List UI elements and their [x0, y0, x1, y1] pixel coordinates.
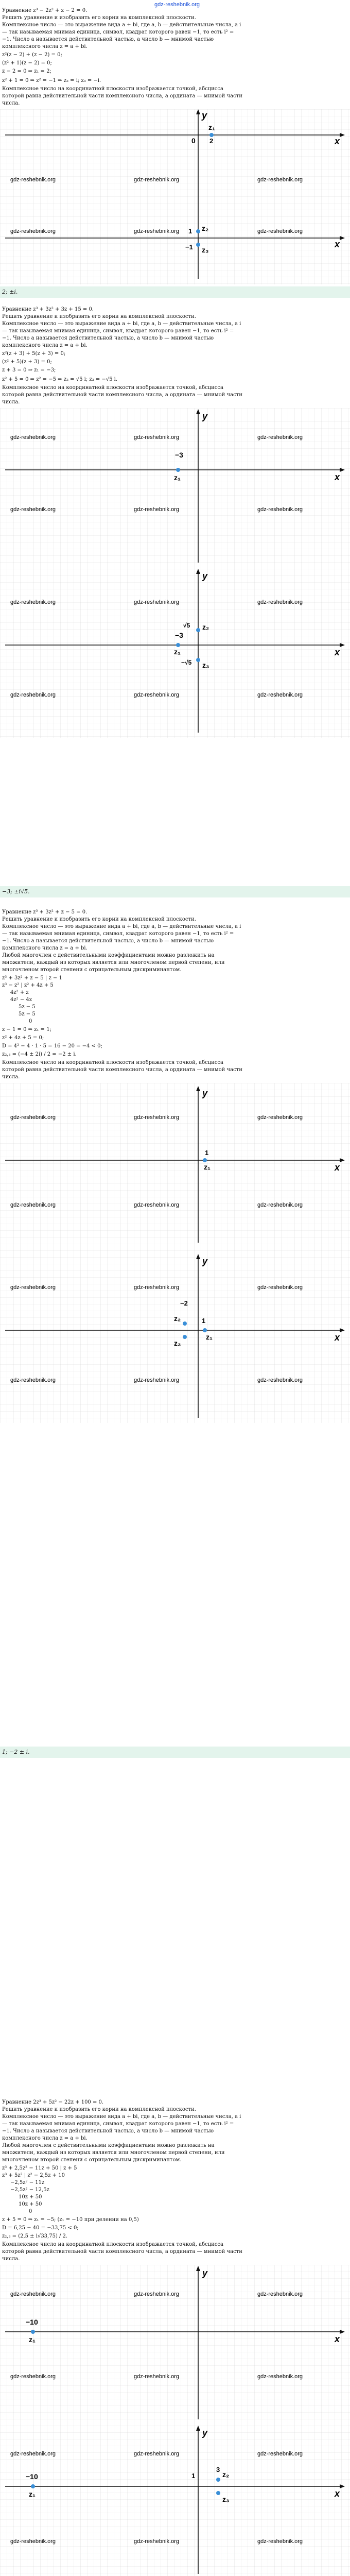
s3-def1: Комплексное число — это выражение вида a + bi, где a, b — действительные числа, a i [2, 924, 241, 929]
s1-def2: — так называемая мнимая единица, символ, квадрат которого равен −1, то есть i² = [2, 29, 234, 35]
s3-div6: 5z − 5 [19, 1011, 36, 1017]
s1-intro: Решить уравнение и изобразить его корни на комплексной плоскости. [2, 15, 196, 21]
x-label: x [335, 1162, 340, 1173]
root-label: z₂ [222, 2470, 230, 2479]
wm-label: gdz-reshebnik.org [134, 692, 180, 698]
s2-work2: (z² + 5)(z + 3) = 0; [2, 359, 52, 365]
tick-label: 1 [191, 2472, 196, 2480]
s3-def4: комплексного числа z = a + bi. [2, 945, 87, 951]
s3-intro: Решить уравнение и изобразить его корни на комплексной плоскости. [2, 917, 196, 922]
y-label: y [202, 2428, 208, 2438]
s4-plane3: числа. [2, 2256, 20, 2262]
s1-def4: комплексного числа z = a + bi. [2, 44, 87, 49]
s3-work1: z − 1 = 0 ⇒ z₁ = 1; [2, 1027, 51, 1032]
s4-def1: Комплексное число — это выражение вида a + bi, где a, b — действительные числа, a i [2, 2114, 241, 2120]
complex-plane-2 [0, 408, 350, 738]
tick-label: 1 [188, 227, 192, 235]
x-label: x [335, 239, 340, 249]
s3-div1: z³ + 3z² + z − 5 | z − 1 [2, 975, 62, 981]
wm-label: gdz-reshebnik.org [257, 177, 303, 183]
root-point [216, 2478, 220, 2482]
wm-label: gdz-reshebnik.org [257, 1377, 303, 1383]
root-point [203, 1158, 207, 1162]
root-label: z₁ [29, 2335, 36, 2344]
tick-label: −2 [180, 1299, 188, 1307]
root-label: z₃ [222, 2495, 230, 2503]
root-point [176, 468, 180, 472]
s1-def1: Комплексное число — это выражение вида a + bi, где a, b — действительные числа, a i [2, 22, 241, 28]
s3-div2: z³ − z² | z² + 4z + 5 [2, 982, 54, 988]
y-label: y [202, 411, 208, 421]
root-label: z₁ [174, 648, 181, 656]
s4-plane2: которой равна действительной части комплексного числа, а ордината — мнимой части [2, 2249, 242, 2255]
root-point [196, 243, 200, 247]
x-label: x [335, 1332, 340, 1343]
s3-plane1: Комплексное число на координатной плоскости изображается точкой, абсцисса [2, 1060, 223, 1065]
root-label: z₁ [206, 1333, 213, 1341]
x-label: x [335, 2488, 340, 2499]
s2-plane3: числа. [2, 399, 20, 405]
s4-work2: D = 6,25 − 40 = −33,75 < 0; [2, 2225, 79, 2231]
y-label: y [202, 2268, 208, 2278]
s3-def3: −1. Число a называется действительной частью, а число b — мнимой частью [2, 938, 214, 944]
s2-def4: комплексного числа z = a + bi. [2, 343, 87, 348]
x-label: x [335, 136, 340, 146]
s2-work1: z²(z + 3) + 5(z + 3) = 0; [2, 351, 66, 357]
root-label: z₃ [174, 1339, 181, 1347]
s3-plane2: которой равна действительной части комплексного числа, а ордината — мнимой части [2, 1067, 242, 1073]
root-point [216, 2491, 220, 2495]
root-label: z₂ [202, 224, 209, 232]
s4-rule2: множители, каждый из которых является или многочленом первой степени, или [2, 2150, 225, 2156]
tick-label: −3 [175, 451, 183, 459]
root-label: z₁ [174, 473, 181, 482]
s4-def3: −1. Число a называется действительной частью, а число b — мнимой частью [2, 2128, 214, 2134]
s2-answer: −3; ±i√5. [2, 888, 30, 895]
s1-def3: −1. Число a называется действительной частью, а число b — мнимой частью [2, 37, 214, 42]
root-point [183, 1321, 187, 1326]
tick-label: −√5 [181, 659, 192, 666]
wm-label: gdz-reshebnik.org [257, 506, 303, 513]
wm-label: gdz-reshebnik.org [134, 177, 180, 183]
wm-label: gdz-reshebnik.org [10, 599, 56, 605]
wm-label: gdz-reshebnik.org [10, 1377, 56, 1383]
s1-equation: Уравнение z³ − 2z² + z − 2 = 0. [2, 8, 87, 13]
wm-label: gdz-reshebnik.org [134, 599, 180, 605]
tick-label: −10 [26, 2318, 38, 2326]
s2-def1: Комплексное число — это выражение вида a + bi, где a, b — действительные числа, a i [2, 321, 241, 327]
wm-label: gdz-reshebnik.org [257, 228, 303, 234]
s4-work1: z + 5 = 0 ⇒ z₁ = −5; (z₁ = −10 при делении на 0,5) [2, 2217, 139, 2223]
root-label: z₁ [204, 1163, 211, 1171]
tick-label: 1 [205, 1149, 209, 1157]
s2-def2: — так называемая мнимая единица, символ, квадрат которого равен −1, то есть i² = [2, 328, 234, 334]
s4-div1: z³ + 2,5z² − 11z + 50 | z + 5 [2, 2165, 77, 2171]
tick-label: −1 [185, 243, 193, 251]
s2-equation: Уравнение z³ + 3z² + 3z + 15 = 0. [2, 307, 94, 312]
root-label: z₂ [174, 1314, 181, 1323]
s4-intro: Решить уравнение и изобразить его корни на комплексной плоскости. [2, 2107, 196, 2112]
s2-plane1: Комплексное число на координатной плоскости изображается точкой, абсцисса [2, 385, 223, 391]
root-label: z₁ [208, 123, 215, 131]
root-point [31, 2484, 35, 2488]
wm-label: gdz-reshebnik.org [134, 2538, 180, 2545]
wm-label: gdz-reshebnik.org [257, 1114, 303, 1121]
top-watermark[interactable]: gdz-reshebnik.org [154, 2, 200, 8]
s1-work4: z² + 1 = 0 ⇒ z² = −1 ⇒ z₂ = i; z₃ = −i. [2, 78, 101, 83]
root-label: z₂ [202, 623, 209, 631]
wm-label: gdz-reshebnik.org [257, 2291, 303, 2297]
s3-rule1: Любой многочлен с действительными коэффициентами можно разложить на [2, 953, 215, 958]
root-point [203, 1328, 207, 1332]
s3-def2: — так называемая мнимая единица, символ, квадрат которого равен −1, то есть i² = [2, 931, 234, 937]
s3-work4: z₂,₃ = (−4 ± 2i) / 2 = −2 ± i. [2, 1052, 77, 1057]
s4-div6: 10z + 50 [19, 2201, 42, 2207]
wm-label: gdz-reshebnik.org [257, 599, 303, 605]
wm-label: gdz-reshebnik.org [134, 1377, 180, 1383]
wm-label: gdz-reshebnik.org [257, 434, 303, 440]
x-label: x [335, 472, 340, 482]
s2-work3: z + 3 = 0 ⇒ z₁ = −3; [2, 367, 56, 373]
s3-equation: Уравнение z³ + 3z² + z − 5 = 0. [2, 909, 87, 915]
wm-label: gdz-reshebnik.org [10, 506, 56, 513]
s2-intro: Решить уравнение и изобразить его корни на комплексной плоскости. [2, 314, 196, 319]
s4-def2: — так называемая мнимая единица, символ, квадрат которого равен −1, то есть i² = [2, 2121, 234, 2127]
root-label: z₃ [202, 246, 209, 254]
tick-label: 1 [202, 1317, 206, 1325]
complex-plane-3 [0, 1083, 350, 1423]
wm-label: gdz-reshebnik.org [10, 1114, 56, 1121]
wm-label: gdz-reshebnik.org [10, 228, 56, 234]
s2-work4: z² + 5 = 0 ⇒ z² = −5 ⇒ z₂ = √5 i; z₃ = −√5 i. [2, 377, 118, 382]
x-label: x [335, 2334, 340, 2344]
y-label: y [202, 1088, 208, 1098]
s3-work2: z² + 4z + 5 = 0; [2, 1035, 44, 1041]
s3-rule2: множители, каждый из которых является или многочленом первой степени, или [2, 960, 225, 965]
wm-label: gdz-reshebnik.org [134, 1114, 180, 1121]
root-label: z₁ [29, 2490, 36, 2498]
s4-div4: −2,5z² − 12,5z [10, 2187, 49, 2193]
s3-div4: 4z² − 4z [10, 997, 32, 1003]
tick-label: −10 [26, 2472, 38, 2481]
wm-label: gdz-reshebnik.org [10, 1202, 56, 1208]
s4-rule3: многочленом второй степени с отрицательным дискриминантом. [2, 2157, 182, 2163]
wm-label: gdz-reshebnik.org [257, 1284, 303, 1291]
wm-label: gdz-reshebnik.org [10, 2374, 56, 2380]
s4-div2: z³ + 5z² | z² − 2,5z + 10 [2, 2173, 65, 2178]
wm-label: gdz-reshebnik.org [10, 692, 56, 698]
s4-plane1: Комплексное число на координатной плоскости изображается точкой, абсцисса [2, 2242, 223, 2247]
s4-rule1: Любой многочлен с действительными коэффициентами можно разложить на [2, 2143, 215, 2148]
s4-div3: −2,5z² − 11z [10, 2180, 45, 2185]
root-point [196, 628, 200, 632]
wm-label: gdz-reshebnik.org [10, 2291, 56, 2297]
s3-rule3: многочленом второй степени с отрицательным дискриминантом. [2, 967, 182, 973]
y-label: y [202, 571, 208, 581]
s2-plane2: которой равна действительной части комплексного числа, а ордината — мнимой части [2, 392, 242, 398]
wm-label: gdz-reshebnik.org [10, 1284, 56, 1291]
tick-label: √5 [183, 622, 190, 629]
s3-plane3: числа. [2, 1074, 20, 1080]
wm-label: gdz-reshebnik.org [10, 434, 56, 440]
s1-work3: z − 2 = 0 ⇒ z₁ = 2; [2, 69, 51, 74]
s3-work3: D = 4² − 4 · 1 · 5 = 16 − 20 = −4 < 0; [2, 1043, 102, 1049]
s4-def4: комплексного числа z = a + bi. [2, 2136, 87, 2141]
root-point [176, 643, 180, 647]
root-point [209, 133, 214, 137]
wm-label: gdz-reshebnik.org [134, 434, 180, 440]
s1-plane3: числа. [2, 100, 20, 106]
s3-div7: 0 [29, 1019, 32, 1024]
s1-work1: z²(z − 2) + (z − 2) = 0; [2, 52, 62, 58]
wm-label: gdz-reshebnik.org [257, 2374, 303, 2380]
root-point [183, 1335, 187, 1339]
wm-label: gdz-reshebnik.org [134, 1202, 180, 1208]
wm-label: gdz-reshebnik.org [134, 2291, 180, 2297]
wm-label: gdz-reshebnik.org [10, 2451, 56, 2457]
x-label: x [335, 647, 340, 657]
tick-label: −3 [175, 631, 183, 639]
tick-label: 3 [216, 2466, 220, 2473]
s3-div3: 4z² + z [10, 990, 29, 995]
s1-work2: (z² + 1)(z − 2) = 0; [2, 60, 52, 66]
y-label: y [202, 1256, 208, 1266]
root-point [196, 658, 200, 662]
wm-label: gdz-reshebnik.org [134, 506, 180, 513]
wm-label: gdz-reshebnik.org [10, 2538, 56, 2545]
s4-work3: z₂,₃ = (2,5 ± i√33,75) / 2. [2, 2233, 68, 2239]
wm-label: gdz-reshebnik.org [134, 1284, 180, 1291]
s1-answer: 2; ±i. [2, 289, 18, 295]
y-label: y [202, 110, 207, 121]
s3-div5: 5z − 5 [19, 1004, 36, 1010]
wm-label: gdz-reshebnik.org [134, 228, 180, 234]
s4-div7: 0 [29, 2209, 32, 2214]
s4-div5: 10z + 50 [19, 2194, 42, 2200]
s2-def3: −1. Число a называется действительной частью, а число b — мнимой частью [2, 335, 214, 341]
wm-label: gdz-reshebnik.org [257, 692, 303, 698]
wm-label: gdz-reshebnik.org [257, 2538, 303, 2545]
tick-label: 2 [209, 137, 214, 145]
root-point [31, 2330, 35, 2334]
origin-label: 0 [191, 137, 196, 145]
wm-label: gdz-reshebnik.org [134, 2451, 180, 2457]
complex-plane-1 [0, 109, 350, 284]
wm-label: gdz-reshebnik.org [257, 2451, 303, 2457]
s3-answer: 1; −2 ± i. [2, 1749, 30, 1755]
wm-label: gdz-reshebnik.org [257, 1202, 303, 1208]
root-point [196, 229, 200, 233]
s4-equation: Уравнение 2z³ + 5z² − 22z + 100 = 0. [2, 2099, 104, 2105]
s1-plane2: которой равна действительной части комплексного числа, а ордината — мнимой части [2, 93, 242, 99]
root-label: z₃ [202, 661, 209, 669]
wm-label: gdz-reshebnik.org [10, 177, 56, 183]
complex-plane-4 [0, 2265, 350, 2576]
wm-label: gdz-reshebnik.org [134, 2374, 180, 2380]
s1-plane1: Комплексное число на координатной плоскости изображается точкой, абсцисса [2, 86, 223, 92]
